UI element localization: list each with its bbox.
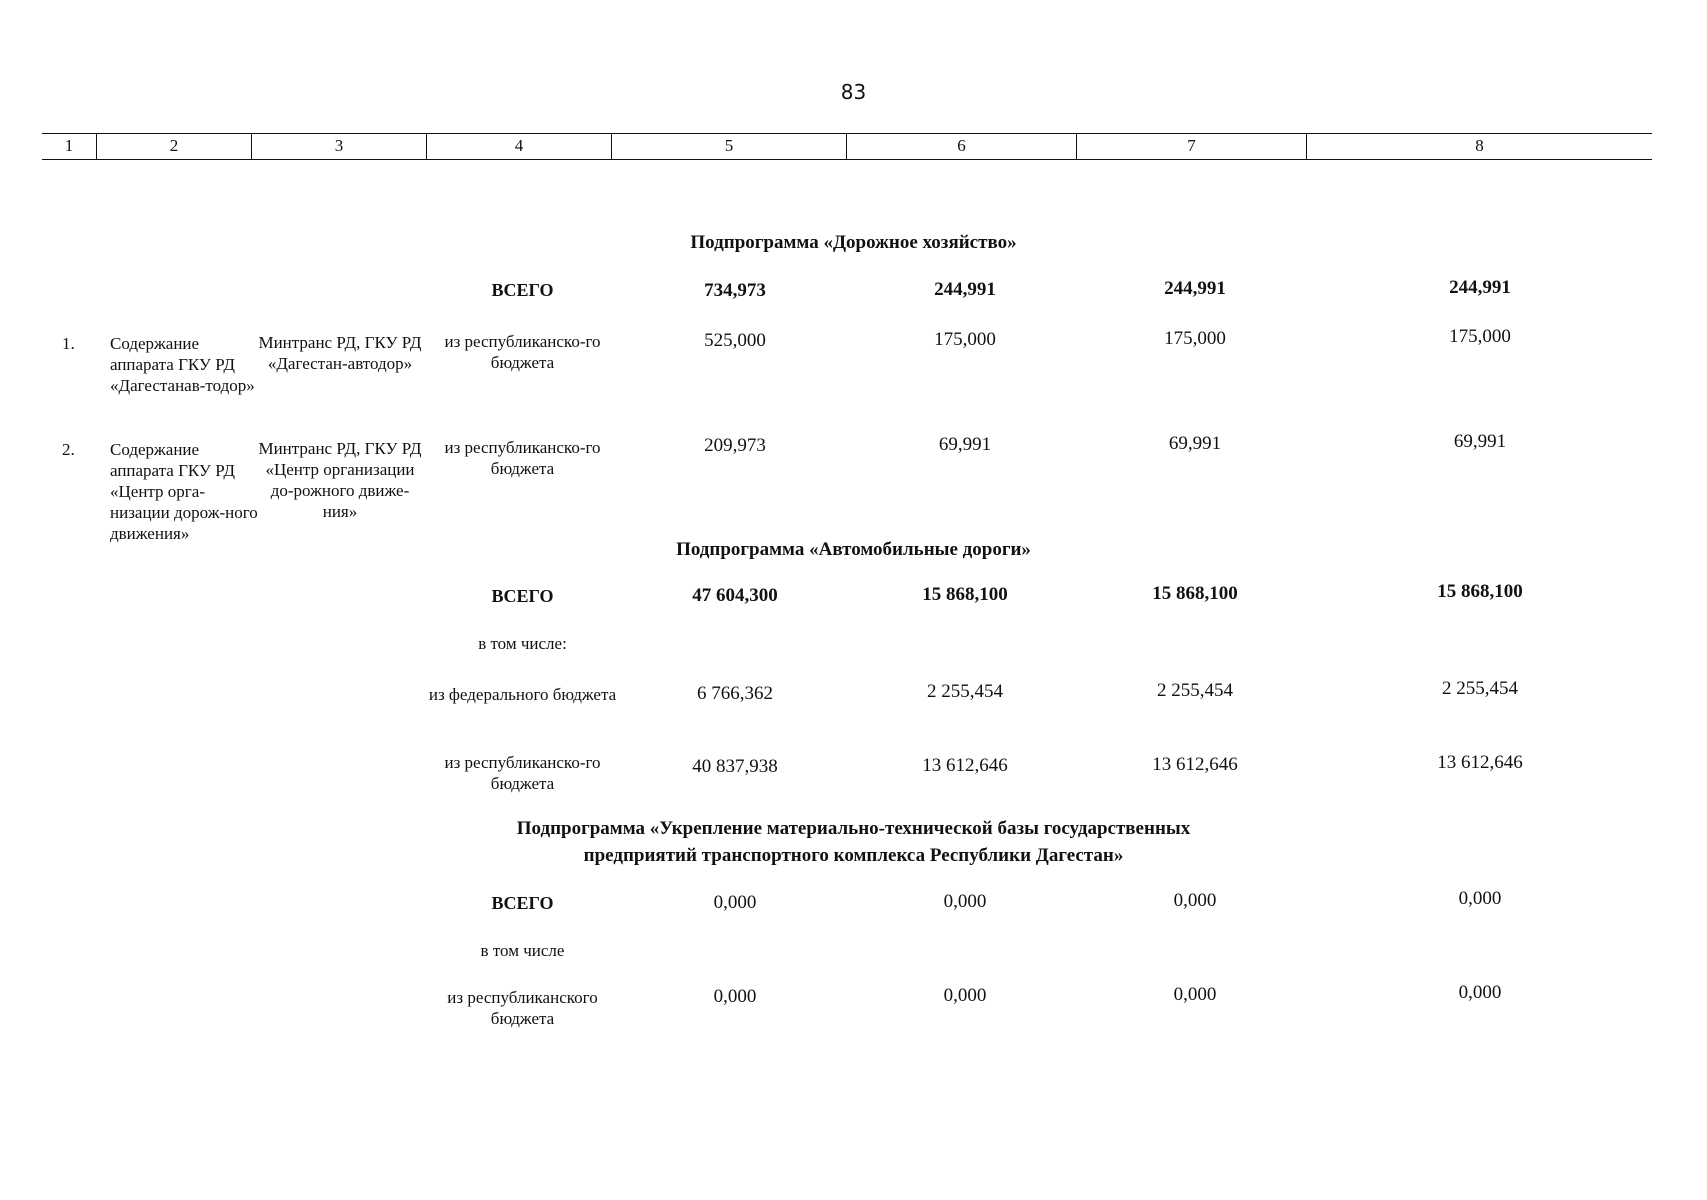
s2-republic-label: из республиканско-го бюджета: [444, 753, 601, 793]
row2-name: Содержание аппарата ГКУ РД «Центр орга-низации дорож-ного движения»: [110, 440, 258, 543]
row2-source: из республиканско-го бюджета: [444, 438, 601, 478]
row1-col8: 175,000: [1449, 326, 1511, 347]
header-col-6: 6: [847, 133, 1077, 159]
row1-name: Содержание аппарата ГКУ РД «Дагестанав-тодор»: [110, 334, 255, 395]
section-title-material-base-line2: предприятий транспортного комплекса Республики Дагестан»: [583, 845, 1124, 866]
s3-total-col6: 0,000: [943, 891, 987, 912]
s3-republic-col6: 0,000: [943, 985, 987, 1006]
s2-federal-col7: 2 255,454: [1157, 680, 1233, 701]
section-title-road-economy: Подпрограмма «Дорожное хозяйство»: [690, 232, 1017, 253]
row1-col7: 175,000: [1164, 328, 1226, 349]
s2-federal-col8: 2 255,454: [1442, 678, 1518, 699]
s1-total-col6: 244,991: [934, 279, 996, 300]
section-title-roads: Подпрограмма «Автомобильные дороги»: [676, 539, 1031, 560]
header-col-4: 4: [427, 133, 612, 159]
header-bottom-border: [42, 159, 1652, 160]
s2-republic-col5: 40 837,938: [692, 756, 778, 777]
row1-col6: 175,000: [934, 329, 996, 350]
s2-total-col6: 15 868,100: [922, 584, 1008, 605]
section-title-material-base-line1: Подпрограмма «Укрепление материально-технической базы государственных: [516, 818, 1191, 839]
row1-col5: 525,000: [704, 330, 766, 351]
s3-including-label: в том числе: [480, 941, 565, 960]
s3-republic-col7: 0,000: [1173, 984, 1217, 1005]
row2-col5: 209,973: [704, 435, 766, 456]
s3-total-label: ВСЕГО: [491, 893, 554, 913]
header-col-7: 7: [1077, 133, 1307, 159]
s2-total-col7: 15 868,100: [1152, 583, 1238, 604]
page-number: 83: [840, 80, 867, 104]
s2-federal-label: из федерального бюджета: [428, 685, 617, 704]
s3-total-col5: 0,000: [713, 892, 757, 913]
s3-republic-col5: 0,000: [713, 986, 757, 1007]
s3-total-col7: 0,000: [1173, 890, 1217, 911]
header-col-8: 8: [1475, 136, 1484, 155]
header-col-5: 5: [612, 133, 847, 159]
row1-executor: Минтранс РД, ГКУ РД «Дагестан-автодор»: [258, 333, 422, 373]
s3-republic-label: из республиканского бюджета: [447, 988, 598, 1028]
s2-including-label: в том числе:: [478, 634, 567, 653]
row2-executor: Минтранс РД, ГКУ РД «Центр организации до-рожного движе-ния»: [258, 439, 422, 521]
s1-total-col5: 734,973: [704, 280, 766, 301]
s2-republic-col8: 13 612,646: [1437, 752, 1523, 773]
header-col-2: 2: [97, 133, 252, 159]
row2-col7: 69,991: [1168, 433, 1222, 454]
row1-number: 1.: [62, 334, 75, 353]
s2-total-col8: 15 868,100: [1437, 581, 1523, 602]
row2-col6: 69,991: [938, 434, 992, 455]
s2-total-col5: 47 604,300: [692, 585, 778, 606]
s2-total-label: ВСЕГО: [491, 586, 554, 606]
s1-total-label: ВСЕГО: [491, 280, 554, 300]
s2-federal-col6: 2 255,454: [927, 681, 1003, 702]
s3-republic-col8: 0,000: [1458, 982, 1502, 1003]
s1-total-col7: 244,991: [1164, 278, 1226, 299]
s3-total-col8: 0,000: [1458, 888, 1502, 909]
row1-source: из республиканско-го бюджета: [444, 332, 601, 372]
s2-federal-col5: 6 766,362: [697, 683, 773, 704]
row2-number: 2.: [62, 440, 75, 459]
s2-republic-col7: 13 612,646: [1152, 754, 1238, 775]
s2-republic-col6: 13 612,646: [922, 755, 1008, 776]
row2-col8: 69,991: [1453, 431, 1507, 452]
header-col-1: 1: [42, 133, 97, 159]
column-number-header: [42, 133, 1652, 159]
header-col-3: 3: [252, 133, 427, 159]
s1-total-col8: 244,991: [1449, 277, 1511, 298]
